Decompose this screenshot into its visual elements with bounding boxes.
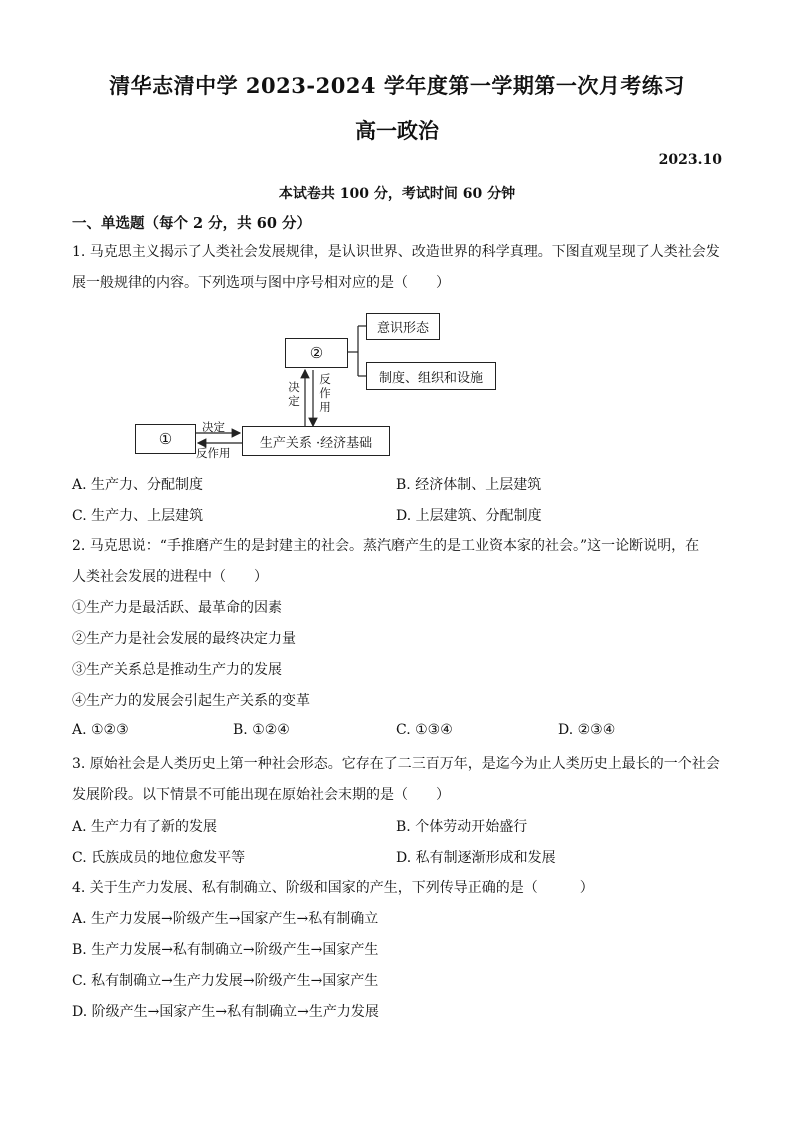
q1-text-line1: 1. 马克思主义揭示了人类社会发展规律，是认识世界、改造世界的科学真理。下图直观呈现了人类社会发	[72, 244, 720, 260]
label-react-vertical: 反作用	[319, 372, 331, 414]
diagram-box-base: 生产关系 ·经济基础	[242, 426, 390, 456]
section-heading: 一、单选题（每个 2 分，共 60 分）	[72, 215, 311, 232]
exam-date: 2023.10	[658, 152, 722, 168]
q2-item-3: ③生产关系总是推动生产力的发展	[72, 662, 282, 678]
q2-option-c: C. ①③④	[396, 722, 453, 738]
q1-option-d: D. 上层建筑、分配制度	[396, 508, 542, 524]
q1-text-line2: 展一般规律的内容。下列选项与图中序号相对应的是（ ）	[72, 275, 450, 291]
q3-option-b: B. 个体劳动开始盛行	[396, 819, 528, 835]
label-decide-horizontal: 决定	[202, 420, 225, 434]
q2-item-1: ①生产力是最活跃、最革命的因素	[72, 600, 282, 616]
q1-diagram	[130, 308, 510, 468]
diagram-box-ideology: 意识形态	[366, 313, 440, 340]
q3-option-d: D. 私有制逐渐形成和发展	[396, 850, 556, 866]
q2-item-2: ②生产力是社会发展的最终决定力量	[72, 631, 296, 647]
q4-option-d: D. 阶级产生→国家产生→私有制确立→生产力发展	[72, 1004, 379, 1020]
exam-title: 清华志清中学 2023-2024 学年度第一学期第一次月考练习	[109, 73, 685, 98]
label-react-horizontal: 反作用	[196, 446, 231, 460]
q2-text-line1: 2. 马克思说：“手推磨产生的是封建主的社会。蒸汽磨产生的是工业资本家的社会。”这一论断说明，在	[72, 538, 700, 554]
q2-option-d: D. ②③④	[558, 722, 616, 738]
q2-option-a: A. ①②③	[72, 722, 129, 738]
q3-text-line2: 发展阶段。以下情景不可能出现在原始社会末期的是（ ）	[72, 787, 450, 803]
q3-option-c: C. 氏族成员的地位愈发平等	[72, 850, 246, 866]
q2-item-4: ④生产力的发展会引起生产关系的变革	[72, 693, 310, 709]
q4-text-line1: 4. 关于生产力发展、私有制确立、阶级和国家的产生，下列传导正确的是（ ）	[72, 880, 594, 896]
q4-option-c: C. 私有制确立→生产力发展→阶级产生→国家产生	[72, 973, 379, 989]
exam-info: 本试卷共 100 分，考试时间 60 分钟	[278, 186, 516, 202]
q1-option-c: C. 生产力、上层建筑	[72, 508, 204, 524]
q2-option-b: B. ①②④	[233, 722, 290, 738]
q3-option-a: A. 生产力有了新的发展	[72, 819, 218, 835]
diagram-box-1: ①	[135, 424, 196, 454]
q1-option-b: B. 经济体制、上层建筑	[396, 477, 542, 493]
q1-option-a: A. 生产力、分配制度	[72, 477, 204, 493]
diagram-box-system: 制度、组织和设施	[366, 362, 496, 390]
q4-option-b: B. 生产力发展→私有制确立→阶级产生→国家产生	[72, 942, 379, 958]
diagram-box-2: ②	[285, 338, 348, 368]
exam-subject: 高一政治	[355, 118, 439, 143]
q2-text-line2: 人类社会发展的进程中（ ）	[72, 569, 268, 585]
q4-option-a: A. 生产力发展→阶级产生→国家产生→私有制确立	[72, 911, 379, 927]
q3-text-line1: 3. 原始社会是人类历史上第一种社会形态。它存在了二三百万年，是迄今为止人类历史上最长的一个社会	[72, 756, 720, 772]
label-decide-vertical: 决定	[288, 380, 300, 408]
